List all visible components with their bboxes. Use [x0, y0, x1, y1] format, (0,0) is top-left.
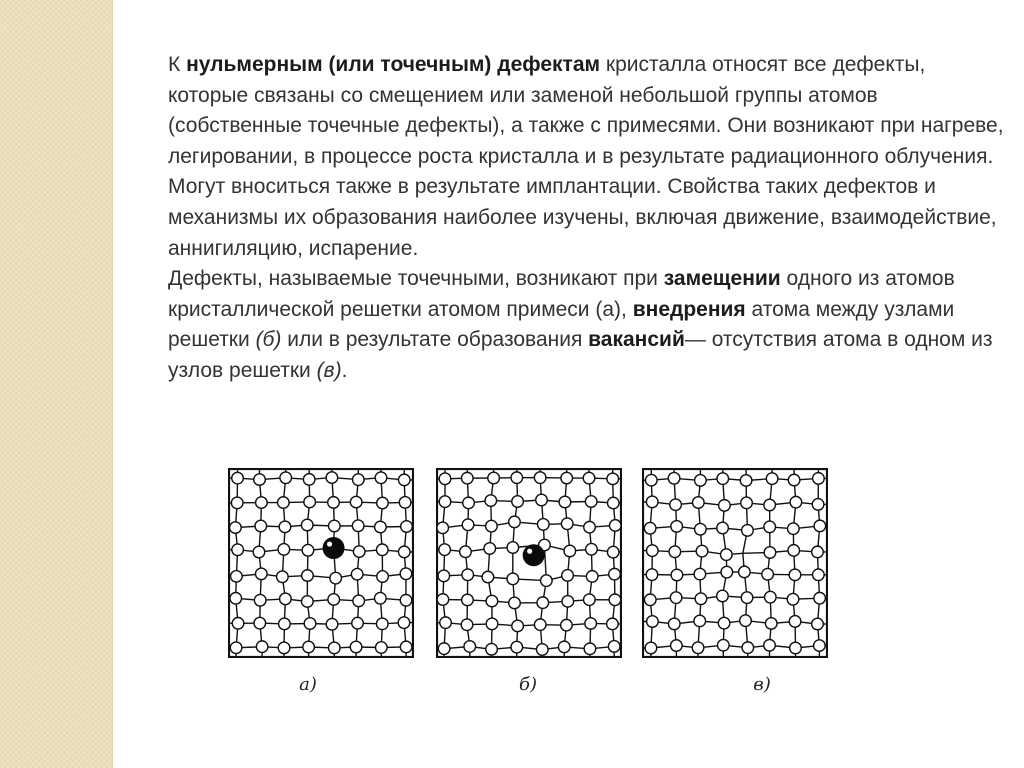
- paragraph-defect-types: [168, 264, 1008, 386]
- lattice-atom: [485, 495, 497, 507]
- lattice-atom: [607, 618, 619, 630]
- lattice-atom: [375, 642, 387, 654]
- figure-caption-v: в): [753, 674, 771, 695]
- lattice-atom: [696, 545, 708, 557]
- lattice-atom: [231, 571, 243, 583]
- lattice-atom: [351, 568, 363, 580]
- lattice-atom: [740, 475, 752, 487]
- figure-ref-b: (б): [255, 328, 282, 352]
- lattice-atom: [256, 641, 268, 653]
- lattice-atom: [671, 521, 683, 533]
- lattice-atom: [507, 542, 519, 554]
- lattice-atom: [536, 644, 548, 656]
- definition-text: кристалла относят все дефекты, которые связаны со смещением или заменой небольшой группы атомов (собственные точечные дефекты), а также с примесями. Они возникают при нагреве, легировании, в процессе роста кристалла и в результате радиационного облучения. Могут вноситься также в результате имплантации. Свойства таких дефектов и механизмы их образования наиболее изучены, включая движение, взаимодействие, аннигиляцию, испарение.: [168, 53, 1004, 260]
- lattice-atom: [352, 617, 364, 629]
- lattice-atom: [230, 522, 242, 534]
- lattice-atom: [584, 594, 596, 606]
- lattice-atom: [788, 545, 800, 557]
- lattice-atom: [765, 591, 777, 603]
- lattice-atom: [717, 590, 729, 602]
- lattice-atom: [788, 523, 800, 535]
- lattice-atom: [607, 497, 619, 509]
- impurity-highlight: [327, 541, 332, 546]
- lattice-atom: [460, 546, 472, 558]
- lattice-atom: [326, 472, 338, 484]
- lattice-atom: [328, 497, 340, 509]
- lattice-atom: [670, 592, 682, 604]
- lattice-atom: [304, 496, 316, 508]
- lattice-atom: [486, 520, 498, 532]
- lattice-atom: [585, 618, 597, 630]
- lattice-atom: [352, 520, 364, 532]
- lattice-atom: [537, 519, 549, 531]
- text-end: .: [341, 358, 348, 382]
- lattice-atom: [558, 641, 570, 653]
- lattice-atom: [439, 544, 451, 556]
- lattice-atom: [534, 619, 546, 631]
- lattice-atom: [280, 593, 292, 605]
- lattice-interstitial-diagram: [436, 468, 622, 658]
- lattice-atom: [278, 642, 290, 654]
- text-part: одного из атомов кристаллической решетки атомом примеси (а),: [168, 267, 955, 321]
- lattice-atom: [353, 546, 365, 558]
- lattice-atom: [376, 618, 388, 630]
- lattice-atom: [328, 594, 340, 606]
- lattice-atom: [609, 568, 621, 580]
- lattice-atom: [644, 594, 656, 606]
- lattice-atom: [586, 543, 598, 555]
- bold-term-vacancy: вакансий: [588, 328, 685, 352]
- lattice-atom: [484, 543, 496, 555]
- lattice-atom: [482, 571, 494, 583]
- lattice-atom: [814, 592, 826, 604]
- bold-term-interstitial: внедрения: [632, 297, 746, 321]
- lattice-atom: [302, 596, 314, 608]
- lattice-atom: [302, 544, 314, 556]
- lattice-atom: [438, 570, 450, 582]
- lattice-atom: [742, 525, 754, 537]
- lattice-atom: [790, 496, 802, 508]
- figure-ref-v: (в): [316, 358, 342, 382]
- lattice-atom: [695, 475, 707, 487]
- lattice-atom: [695, 593, 707, 605]
- lattice-atom: [253, 546, 265, 558]
- lattice-atom: [279, 521, 291, 533]
- lattice-atom: [789, 616, 801, 628]
- lattice-atom: [509, 597, 521, 609]
- lattice-atom: [462, 519, 474, 531]
- lattice-atom: [764, 640, 776, 652]
- lattice-atom: [375, 472, 387, 484]
- lattice-atom: [232, 618, 244, 630]
- lattice-atom: [812, 546, 824, 558]
- lattice-atom: [398, 617, 410, 629]
- lattice-atom: [718, 639, 730, 651]
- lattice-atom: [813, 473, 825, 485]
- lattice-atom: [399, 497, 411, 509]
- lattice-atom: [353, 474, 365, 486]
- lattice-atom: [787, 593, 799, 605]
- lattice-atom: [812, 499, 824, 511]
- lattice-atom: [232, 544, 244, 556]
- text-part: атома между узлами решетки: [168, 297, 955, 352]
- lattice-atom: [330, 572, 342, 584]
- lattice-atom: [762, 568, 774, 580]
- lattice-atom: [609, 520, 621, 532]
- bold-term-point-defects: нульмерным (или точечным) дефектам: [186, 53, 601, 76]
- lattice-atom: [668, 472, 680, 484]
- lattice-atom: [376, 544, 388, 556]
- slide-text: [168, 50, 1008, 387]
- lattice-atom: [765, 618, 777, 630]
- lattice-atom: [561, 518, 573, 530]
- lattice-atom: [742, 642, 754, 654]
- lattice-atom: [646, 569, 658, 581]
- lattice-atom: [255, 568, 267, 580]
- lattice-atom: [585, 496, 597, 508]
- lattice-atom: [350, 496, 362, 508]
- lattice-atom: [377, 497, 389, 509]
- lattice-atom: [279, 618, 291, 630]
- lattice-atom: [507, 573, 519, 585]
- lattice-atom: [301, 519, 313, 531]
- lattice-atom: [764, 521, 776, 533]
- lattice-atom: [669, 546, 681, 558]
- lattice-atom: [462, 569, 474, 581]
- lattice-atom: [304, 618, 316, 630]
- lattice-atom: [350, 641, 362, 653]
- lattice-atom: [608, 641, 620, 653]
- text-part: — отсутствия атома в одном из узлов решетки: [168, 328, 993, 382]
- text-prefix: К: [168, 53, 187, 76]
- lattice-figures: [228, 468, 828, 698]
- lattice-atom: [486, 643, 498, 655]
- lattice-atom: [788, 474, 800, 486]
- paragraph-definition: [168, 50, 1008, 264]
- lattice-atom: [375, 592, 387, 604]
- lattice-atom: [462, 594, 474, 606]
- lattice-atom: [512, 620, 524, 632]
- lattice-atom: [461, 472, 473, 484]
- lattice-atom: [694, 568, 706, 580]
- lattice-atom: [255, 520, 267, 532]
- lattice-atom: [645, 474, 657, 486]
- lattice-atom: [739, 566, 751, 578]
- lattice-atom: [439, 496, 451, 508]
- lattice-atom: [562, 596, 574, 608]
- lattice-atom: [534, 472, 546, 484]
- text-part: или в результате образования: [281, 328, 589, 352]
- lattice-atom: [671, 640, 683, 652]
- lattice-atom: [541, 575, 553, 587]
- lattice-atom: [353, 595, 365, 607]
- lattice-atom: [562, 570, 574, 582]
- lattice-atom: [561, 472, 573, 484]
- lattice-atom: [789, 569, 801, 581]
- lattice-atom: [398, 546, 410, 558]
- lattice-atom: [645, 642, 657, 654]
- lattice-atom: [721, 566, 733, 578]
- lattice-atom: [607, 546, 619, 558]
- interstitial-highlight: [527, 549, 532, 554]
- lattice-atom: [564, 545, 576, 557]
- lattice-atom: [694, 615, 706, 627]
- sidebar-divider: [112, 0, 113, 768]
- bold-term-substitution: замещении: [663, 267, 781, 291]
- lattice-atom: [439, 473, 451, 485]
- figure-caption-b: б): [518, 674, 537, 695]
- lattice-atom: [440, 617, 452, 629]
- lattice-atom: [741, 497, 753, 509]
- lattice-atom: [559, 496, 571, 508]
- lattice-atom: [463, 497, 475, 509]
- lattice-atom: [584, 521, 596, 533]
- lattice-atom: [741, 592, 753, 604]
- lattice-atom: [461, 619, 473, 631]
- lattice-atom: [671, 569, 683, 581]
- lattice-atom: [607, 473, 619, 485]
- lattice-atom: [230, 593, 242, 605]
- lattice-atom: [813, 569, 825, 581]
- lattice-atom: [670, 499, 682, 511]
- lattice-atom: [644, 522, 656, 534]
- lattice-atom: [326, 618, 338, 630]
- text-part: Дефекты, называемые точечными, возникают при: [168, 267, 664, 291]
- lattice-atom: [814, 640, 826, 652]
- lattice-atom: [398, 474, 410, 486]
- lattice-atom: [561, 619, 573, 631]
- lattice-atom: [400, 594, 412, 606]
- lattice-atom: [400, 568, 412, 580]
- lattice-atom: [695, 523, 707, 535]
- interstitial-atom: [523, 544, 545, 566]
- lattice-atom: [764, 499, 776, 511]
- lattice-atom: [278, 544, 290, 556]
- lattice-atom: [717, 522, 729, 534]
- lattice-atom: [586, 571, 598, 583]
- lattice-atom: [537, 597, 549, 609]
- lattice-atom: [766, 473, 778, 485]
- lattice-atom: [280, 472, 292, 484]
- lattice-atom: [328, 642, 340, 654]
- lattice-atom: [254, 474, 266, 486]
- lattice-atom: [254, 594, 266, 606]
- impurity-atom: [323, 537, 345, 559]
- lattice-atom: [377, 571, 389, 583]
- lattice-atom: [486, 618, 498, 630]
- lattice-atom: [790, 642, 802, 654]
- lattice-atom: [278, 497, 290, 509]
- lattice-atom: [718, 617, 730, 629]
- lattice-atom: [692, 642, 704, 654]
- lattice-atom: [488, 472, 500, 484]
- lattice-atom: [464, 641, 476, 653]
- lattice-atom: [256, 497, 268, 509]
- lattice-atom: [401, 521, 413, 533]
- lattice-atom: [584, 643, 596, 655]
- lattice-atom: [303, 641, 315, 653]
- lattice-atom: [254, 617, 266, 629]
- lattice-atom: [646, 545, 658, 557]
- lattice-atom: [302, 570, 314, 582]
- lattice-atom: [647, 616, 659, 628]
- lattice-atom: [437, 522, 449, 534]
- lattice-atom: [230, 642, 242, 654]
- lattice-substitution-diagram: [228, 468, 414, 658]
- lattice-atom: [721, 549, 733, 561]
- figure-caption-a: а): [299, 674, 317, 695]
- lattice-atom: [232, 472, 244, 484]
- lattice-atom: [303, 474, 315, 486]
- lattice-atom: [400, 641, 412, 653]
- lattice-vacancy-diagram: [642, 468, 828, 658]
- lattice-atom: [814, 520, 826, 532]
- lattice-atom: [509, 516, 521, 528]
- lattice-atom: [231, 497, 243, 509]
- lattice-atom: [375, 521, 387, 533]
- lattice-atom: [668, 618, 680, 630]
- lattice-atom: [437, 594, 449, 606]
- lattice-atom: [512, 496, 524, 508]
- lattice-atom: [646, 496, 658, 508]
- decorative-sidebar-stripe: [0, 0, 112, 768]
- lattice-atom: [609, 594, 621, 606]
- lattice-atom: [693, 497, 705, 509]
- lattice-atom: [740, 615, 752, 627]
- lattice-atom: [277, 571, 289, 583]
- lattice-atom: [812, 618, 824, 630]
- lattice-atom: [536, 494, 548, 506]
- lattice-atom: [328, 520, 340, 532]
- lattice-atom: [486, 595, 498, 607]
- lattice-atom: [511, 641, 523, 653]
- lattice-atom: [438, 643, 450, 655]
- lattice-atom: [583, 472, 595, 484]
- lattice-atom: [717, 473, 729, 485]
- lattice-atom: [719, 500, 731, 512]
- lattice-atom: [511, 472, 523, 484]
- lattice-atom: [764, 547, 776, 559]
